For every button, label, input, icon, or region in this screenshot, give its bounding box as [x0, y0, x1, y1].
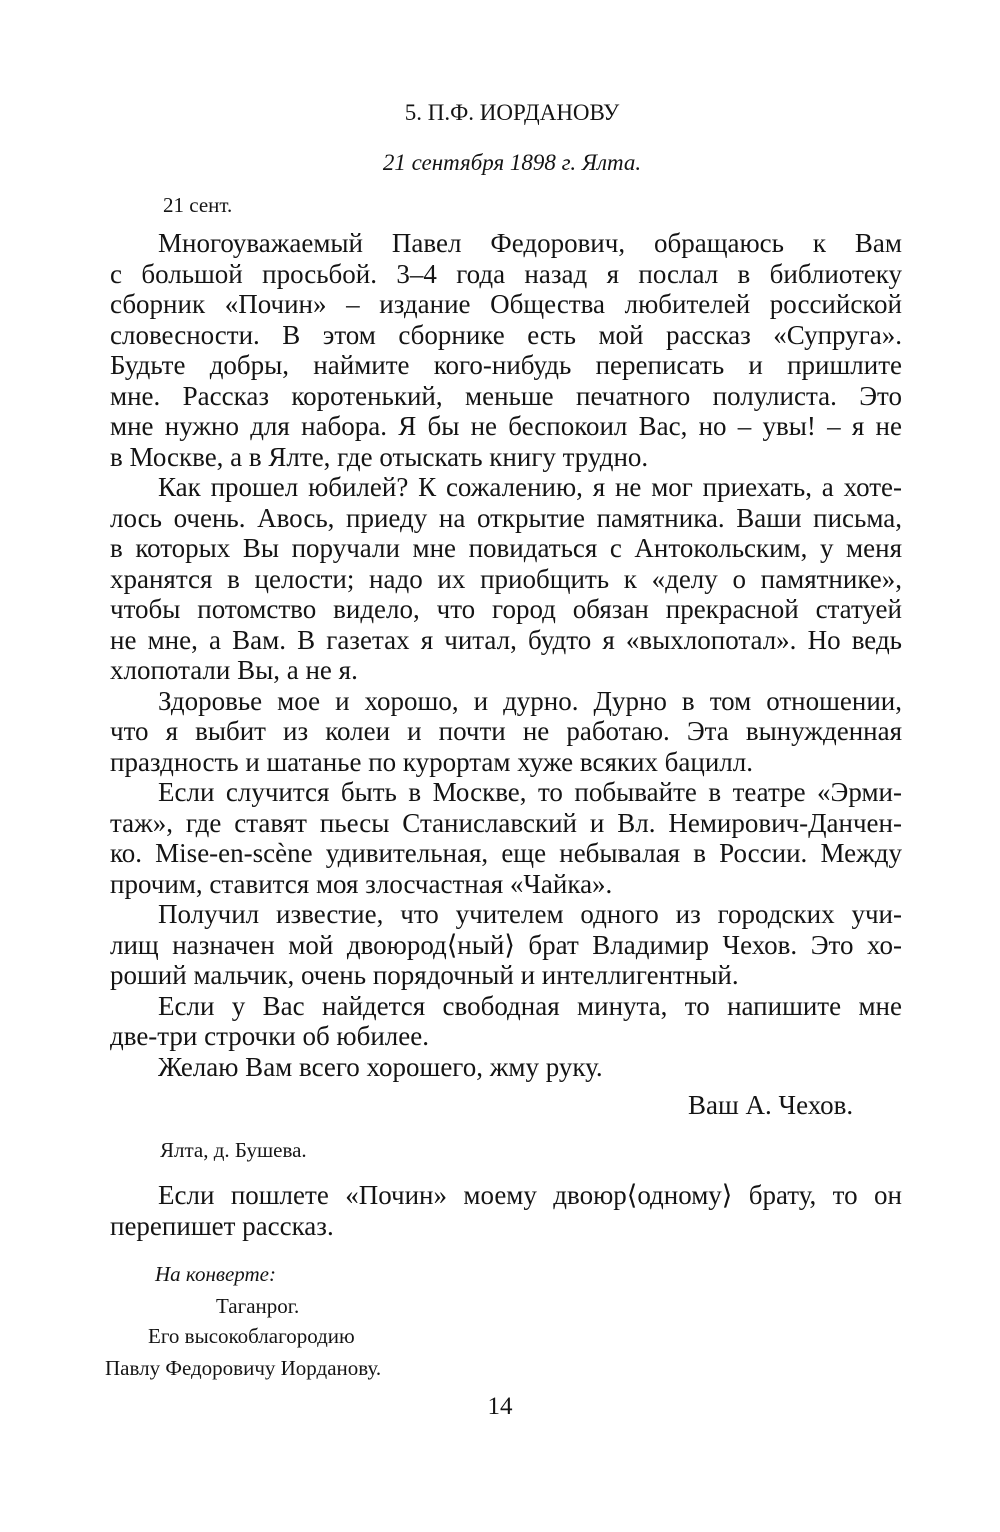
- letter-line: Многоуважаемый Павел Федорович, обращаюсь к Вам: [158, 228, 902, 258]
- letter-line: прочим, ставится моя злосчастная «Чайка».: [110, 868, 613, 899]
- letter-date: 21 сент.: [163, 193, 233, 217]
- letter-line: таж», где ставят пьесы Станиславский и Вл. Немирович-Данчен-: [110, 807, 902, 838]
- envelope-recipient: Павлу Федоровичу Иорданову.: [105, 1356, 382, 1380]
- letter-line: Здоровье мое и хорошо, и дурно. Дурно в том отношении,: [158, 685, 902, 716]
- letter-line: хлопотали Вы, а не я.: [110, 655, 358, 685]
- letter-line: словесности. В этом сборнике есть мой рассказ «Супруга».: [110, 319, 902, 350]
- postscript-line: Если пошлете «Почин» моему двоюр⟨одному⟩ брату, то он: [158, 1180, 902, 1210]
- letter-line: с большой просьбой. 3–4 года назад я послал в библиотеку: [110, 258, 902, 289]
- envelope-label: На конверте:: [155, 1262, 276, 1286]
- envelope-city: Таганрог.: [216, 1294, 300, 1318]
- letter-line: лось очень. Авось, приеду на открытие памятника. Ваши письма,: [110, 502, 902, 533]
- letter-line: чтобы потомство видело, что город обязан прекрасной статуей: [110, 594, 902, 624]
- envelope-honorific: Его высокоблагородию: [148, 1324, 355, 1348]
- sender-address: Ялта, д. Бушева.: [160, 1138, 307, 1162]
- letter-title: 5. П.Ф. ИОРДАНОВУ: [404, 100, 620, 125]
- postscript-line: перепишет рассказ.: [110, 1210, 334, 1241]
- letter-line: в которых Вы поручали мне повидаться с Антокольским, у меня: [110, 533, 902, 563]
- letter-line: хранятся в целости; надо их приобщить к «делу о памятнике»,: [110, 563, 902, 594]
- letter-line: что я выбит из колеи и почти не работаю. Эта вынужденная: [110, 716, 902, 746]
- letter-line: сборник «Почин» – издание Общества любителей российской: [110, 289, 902, 319]
- letter-line: Если случится быть в Москве, то побывайте в театре «Эрми-: [158, 777, 902, 807]
- letter-line: Если у Вас найдется свободная минута, то напишите мне: [158, 990, 902, 1021]
- postscript: [110, 1180, 902, 1241]
- letter-line: лищ назначен мой двоюрод⟨ный⟩ брат Владимир Чехов. Это хо-: [110, 929, 902, 960]
- letter-line: мне нужно для набора. Я бы не беспокоил Вас, но – увы! – я не: [110, 411, 902, 441]
- letter-line: роший мальчик, очень порядочный и интеллигентный.: [110, 960, 739, 990]
- letter-line: праздность и шатанье по курортам хуже всяких бацилл.: [110, 746, 754, 777]
- letter-line: в Москве, а в Ялте, где отыскать книгу трудно.: [110, 441, 649, 472]
- letter-line: две-три строчки об юбилее.: [110, 1021, 429, 1051]
- page-number: 14: [487, 1393, 513, 1420]
- letter-line: Будьте добры, наймите кого-нибудь переписать и пришлите: [110, 350, 902, 380]
- letter-line: не мне, а Вам. В газетах я читал, будто я «выхлопотал». Но ведь: [110, 624, 902, 655]
- signature: Ваш А. Чехов.: [688, 1090, 854, 1120]
- letter-line: ко. Mise-en-scène удивительная, еще небывалая в России. Между: [110, 838, 902, 868]
- letter-line: мне. Рассказ коротенький, меньше печатного полулиста. Это: [110, 380, 902, 411]
- letter-line: Желаю Вам всего хорошего, жму руку.: [158, 1051, 603, 1082]
- letter-dateline: 21 сентября 1898 г. Ялта.: [382, 150, 642, 175]
- letter-body: [110, 228, 902, 1082]
- letter-line: Как прошел юбилей? К сожалению, я не мог приехать, а хоте-: [158, 472, 902, 502]
- letter-line: Получил известие, что учителем одного из городских учи-: [158, 899, 902, 929]
